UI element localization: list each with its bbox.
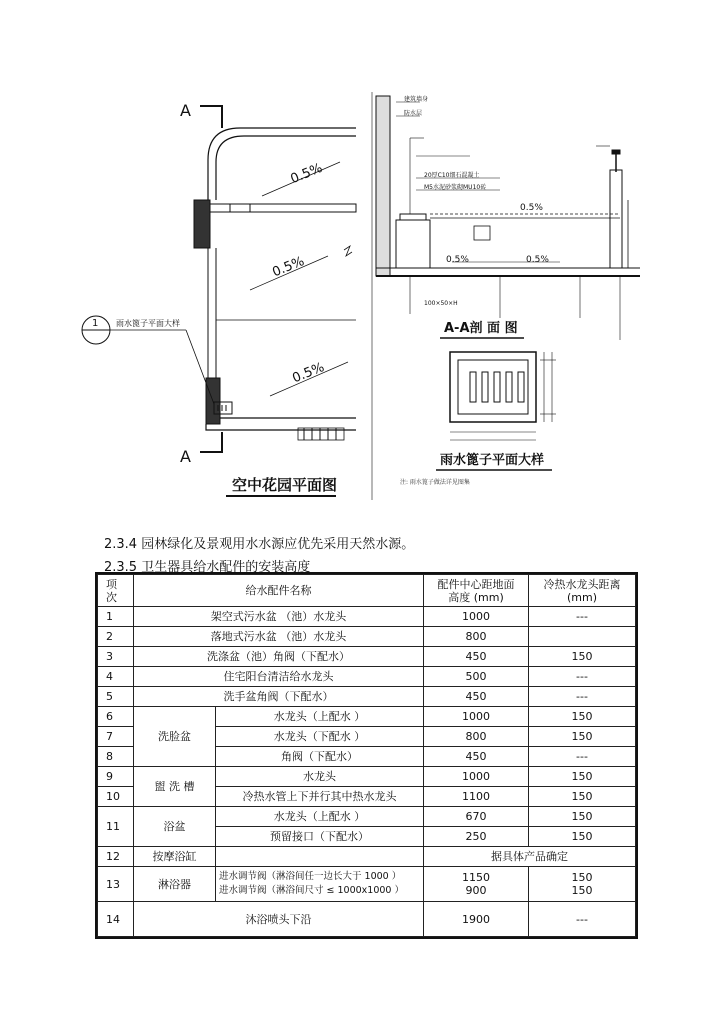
section-heading-2-3-5: 2.3.5 卫生器具给水配件的安装高度	[104, 560, 311, 575]
header-name: 给水配件名称	[134, 575, 424, 607]
row-no: 14	[98, 902, 134, 937]
row-height: 450	[424, 747, 529, 767]
row-name: 落地式污水盆 （池）水龙头	[134, 627, 424, 647]
row-no: 4	[98, 667, 134, 687]
row-name: 角阀（下配水）	[216, 747, 424, 767]
row-height: 1000	[424, 707, 529, 727]
group-massage: 按摩浴缸	[134, 847, 216, 867]
header-no: 项 次	[98, 575, 134, 607]
group-bathtub: 浴盆	[134, 807, 216, 847]
row-distance-a: 150	[571, 871, 593, 884]
row-height: 450	[424, 647, 529, 667]
row-no: 5	[98, 687, 134, 707]
section-note-5: 100×50×H	[424, 300, 458, 307]
section-heading-2-3-4: 2.3.4 园林绿化及景观用水水源应优先采用天然水源。	[104, 537, 415, 552]
section-mark-top: A	[180, 101, 191, 120]
section-slope-label-1: 0.5%	[520, 203, 543, 213]
row-name: 架空式污水盆 （池）水龙头	[134, 607, 424, 627]
section-note-4: M5水泥砂浆砌MU10砖	[424, 184, 487, 191]
row-name-a: 进水调节阀（淋浴间任一边长大于 1000 ）	[219, 871, 402, 882]
row-name: 洗涤盆（池）角阀（下配水）	[134, 647, 424, 667]
row-name: 沐浴喷头下沿	[134, 902, 424, 937]
table-header-row	[98, 575, 636, 607]
row-height: 1000	[424, 607, 529, 627]
callout-text: 雨水篦子平面大样	[116, 319, 180, 328]
section-slope-label-2: 0.5%	[446, 255, 469, 265]
section-title: A-A剖 面 图	[444, 321, 518, 336]
row-no: 6	[98, 707, 134, 727]
grate-title: 雨水篦子平面大样	[440, 453, 545, 468]
fixture-height-table	[97, 574, 636, 937]
row-name: 水龙头（上配水 ）	[216, 707, 424, 727]
row-no: 1	[98, 607, 134, 627]
row-distance: 150	[529, 647, 636, 667]
row-name: 水龙头（下配水 ）	[216, 727, 424, 747]
header-distance: 冷热水龙头距离 (mm)	[529, 575, 636, 607]
group-trough: 盥 洗 槽	[134, 767, 216, 807]
section-view	[376, 96, 640, 340]
row-no: 12	[98, 847, 134, 867]
row-no: 7	[98, 727, 134, 747]
row-height: 450	[424, 687, 529, 707]
table-row	[98, 707, 636, 727]
row-name: 水龙头	[216, 767, 424, 787]
row-distance: ---	[529, 747, 636, 767]
row-height: 500	[424, 667, 529, 687]
row-no: 11	[98, 807, 134, 847]
section-mark-bottom: A	[180, 447, 191, 466]
row-name	[216, 847, 424, 867]
plan-slope-label-2: 0.5%	[270, 254, 307, 281]
table-row	[98, 902, 636, 937]
table-row	[98, 627, 636, 647]
row-distance: ---	[529, 607, 636, 627]
row-name: 冷热水管上下并行其中热水龙头	[216, 787, 424, 807]
table-row	[98, 667, 636, 687]
row-height-a: 1150	[462, 871, 490, 884]
row-height	[424, 867, 529, 902]
row-distance-b: 150	[571, 884, 593, 897]
section-note-3: 20厚C10细石混凝土	[424, 172, 480, 179]
grate-note: 注: 雨水篦子做法详见图集	[400, 479, 470, 486]
header-height: 配件中心距地面 高度 (mm)	[424, 575, 529, 607]
row-no: 3	[98, 647, 134, 667]
section-note-2: 防水层	[404, 110, 423, 117]
group-washbasin: 洗脸盆	[134, 707, 216, 767]
plan-slope-label-3: 0.5%	[290, 360, 327, 387]
row-height: 670	[424, 807, 529, 827]
row-distance: ---	[529, 902, 636, 937]
row-no: 13	[98, 867, 134, 902]
row-height: 1100	[424, 787, 529, 807]
plan-view	[82, 101, 356, 466]
row-distance: 150	[529, 807, 636, 827]
section-note-1: 建筑墙身	[404, 96, 429, 103]
row-name: 水龙头（上配水 ）	[216, 807, 424, 827]
table-row	[98, 687, 636, 707]
row-distance: ---	[529, 667, 636, 687]
table-row	[98, 807, 636, 827]
row-height: 800	[424, 627, 529, 647]
row-name: 住宅阳台清洁给水龙头	[134, 667, 424, 687]
row-distance: 150	[529, 787, 636, 807]
callout-number: 1	[92, 318, 99, 329]
row-distance: 150	[529, 707, 636, 727]
row-height-b: 900	[465, 884, 487, 897]
table-row	[98, 867, 636, 902]
row-height: 1900	[424, 902, 529, 937]
row-no: 9	[98, 767, 134, 787]
group-shower: 淋浴器	[134, 867, 216, 902]
row-distance: ---	[529, 687, 636, 707]
row-distance: 150	[529, 767, 636, 787]
grate-detail	[450, 352, 556, 440]
section-slope-label-3: 0.5%	[526, 255, 549, 265]
row-height: 800	[424, 727, 529, 747]
row-distance	[529, 867, 636, 902]
row-name: 预留接口（下配水）	[216, 827, 424, 847]
plan-title: 空中花园平面图	[232, 476, 338, 494]
row-no: 8	[98, 747, 134, 767]
table-row	[98, 647, 636, 667]
table-row	[98, 607, 636, 627]
table-row	[98, 767, 636, 787]
row-distance: 150	[529, 727, 636, 747]
row-no: 2	[98, 627, 134, 647]
drawing-sheet	[0, 0, 724, 510]
row-height: 1000	[424, 767, 529, 787]
table-row	[98, 847, 636, 867]
row-name: 洗手盆角阀（下配水）	[134, 687, 424, 707]
row-name-b: 进水调节阀（淋浴间尺寸 ≤ 1000x1000 ）	[219, 885, 404, 896]
row-merged-value: 据具体产品确定	[424, 847, 636, 867]
row-name	[216, 867, 424, 902]
plan-slope-label-1: 0.5%	[288, 160, 325, 188]
row-distance	[529, 627, 636, 647]
row-height: 250	[424, 827, 529, 847]
row-no: 10	[98, 787, 134, 807]
row-distance: 150	[529, 827, 636, 847]
